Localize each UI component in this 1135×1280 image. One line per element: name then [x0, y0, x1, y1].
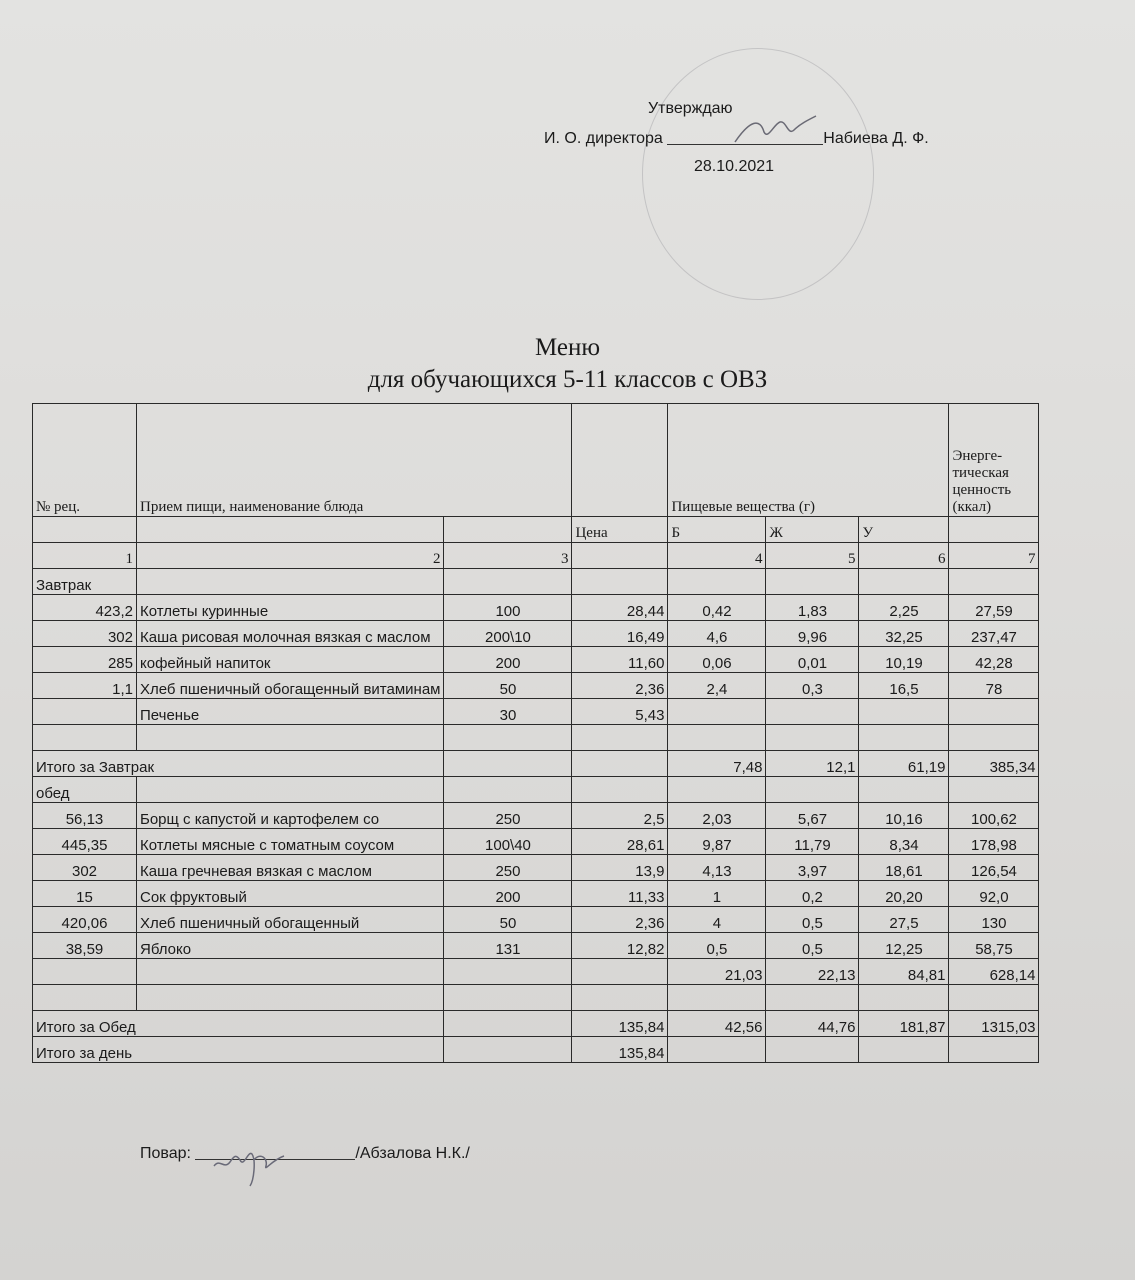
recipe-number: 56,13 [33, 803, 137, 829]
dish-kcal [949, 699, 1039, 725]
header-empty [572, 404, 668, 517]
dish-price: 28,44 [572, 595, 668, 621]
dish-fat: 9,96 [766, 621, 859, 647]
recipe-number: 302 [33, 621, 137, 647]
total-row [33, 751, 1039, 777]
column-number: 7 [949, 543, 1039, 569]
subheader-price: Цена [572, 517, 668, 543]
dish-price: 11,33 [572, 881, 668, 907]
dish-fat: 1,83 [766, 595, 859, 621]
dish-fat: 3,97 [766, 855, 859, 881]
dish-weight: 200\10 [444, 621, 572, 647]
dish-fat: 0,5 [766, 907, 859, 933]
dish-name: Каша рисовая молочная вязкая с маслом [137, 621, 444, 647]
cook-signature [210, 1140, 290, 1190]
dish-fat: 0,2 [766, 881, 859, 907]
total-carbs: 61,19 [859, 751, 949, 777]
dish-kcal: 27,59 [949, 595, 1039, 621]
section-row [33, 569, 1039, 595]
dish-name: кофейный напиток [137, 647, 444, 673]
day-total-row [33, 1037, 1039, 1063]
subtotal-protein: 21,03 [668, 959, 766, 985]
table-row [33, 647, 1039, 673]
dish-name: Печенье [137, 699, 444, 725]
dish-protein: 4 [668, 907, 766, 933]
cook-label: Повар: [140, 1145, 191, 1162]
total-protein: 7,48 [668, 751, 766, 777]
cook-name: /Абзалова Н.К./ [355, 1145, 470, 1162]
dish-name: Борщ с капустой и картофелем со [137, 803, 444, 829]
table-row [33, 907, 1039, 933]
dish-price: 28,61 [572, 829, 668, 855]
subheader-fat: Ж [766, 517, 859, 543]
recipe-number: 302 [33, 855, 137, 881]
dish-carbs: 27,5 [859, 907, 949, 933]
dish-name: Котлеты мясные с томатным соусом [137, 829, 444, 855]
subtotal-carbs: 84,81 [859, 959, 949, 985]
column-number: 6 [859, 543, 949, 569]
subtotal-kcal: 628,14 [949, 959, 1039, 985]
recipe-number: 420,06 [33, 907, 137, 933]
recipe-number: 423,2 [33, 595, 137, 621]
table-row [33, 699, 1039, 725]
dish-name: Каша гречневая вязкая с маслом [137, 855, 444, 881]
dish-protein [668, 699, 766, 725]
section-label-breakfast: Завтрак [33, 569, 137, 595]
total-kcal: 1315,03 [949, 1011, 1039, 1037]
recipe-number: 1,1 [33, 673, 137, 699]
dish-weight: 50 [444, 907, 572, 933]
column-number: 1 [33, 543, 137, 569]
dish-protein: 0,5 [668, 933, 766, 959]
dish-price: 11,60 [572, 647, 668, 673]
recipe-number: 445,35 [33, 829, 137, 855]
page-title: Меню [534, 334, 601, 361]
column-number-row [33, 543, 1039, 569]
dish-protein: 9,87 [668, 829, 766, 855]
dish-kcal: 58,75 [949, 933, 1039, 959]
lunch-total-label: Итого за Обед [33, 1011, 444, 1037]
dish-kcal: 92,0 [949, 881, 1039, 907]
recipe-number: 38,59 [33, 933, 137, 959]
dish-weight: 250 [444, 855, 572, 881]
dish-weight: 250 [444, 803, 572, 829]
approval-position: И. О. директора [544, 130, 663, 147]
dish-price: 13,9 [572, 855, 668, 881]
dish-price: 2,36 [572, 907, 668, 933]
table-row [33, 673, 1039, 699]
dish-weight: 200 [444, 647, 572, 673]
dish-name: Хлеб пшеничный обогащенный витаминам [137, 673, 444, 699]
dish-weight: 30 [444, 699, 572, 725]
dish-carbs [859, 699, 949, 725]
dish-name: Котлеты куринные [137, 595, 444, 621]
dish-fat: 0,5 [766, 933, 859, 959]
menu-table [32, 403, 1039, 1063]
section-row [33, 777, 1039, 803]
header-row [33, 404, 1039, 517]
dish-fat: 0,01 [766, 647, 859, 673]
dish-carbs: 20,20 [859, 881, 949, 907]
section-label-lunch: обед [33, 777, 137, 803]
table-row [33, 803, 1039, 829]
director-signature [730, 110, 820, 150]
table-row [33, 595, 1039, 621]
page-subtitle: для обучающихся 5-11 классов с ОВЗ [367, 366, 768, 393]
column-number: 2 [137, 543, 444, 569]
dish-kcal: 100,62 [949, 803, 1039, 829]
dish-carbs: 8,34 [859, 829, 949, 855]
dish-weight: 200 [444, 881, 572, 907]
recipe-number: 15 [33, 881, 137, 907]
table-row [33, 621, 1039, 647]
dish-carbs: 10,19 [859, 647, 949, 673]
total-fat: 44,76 [766, 1011, 859, 1037]
breakfast-total-label: Итого за Завтрак [33, 751, 444, 777]
total-protein: 42,56 [668, 1011, 766, 1037]
subheader-carbs: У [859, 517, 949, 543]
dish-protein: 4,6 [668, 621, 766, 647]
header-dish-name: Прием пищи, наименование блюда [137, 404, 572, 517]
header-energy: Энерге-тическая ценность (ккал) [949, 404, 1039, 517]
dish-kcal: 42,28 [949, 647, 1039, 673]
dish-fat: 11,79 [766, 829, 859, 855]
dish-carbs: 32,25 [859, 621, 949, 647]
recipe-number: 285 [33, 647, 137, 673]
subtotal-row [33, 959, 1039, 985]
dish-name: Яблоко [137, 933, 444, 959]
header-recipe-number: № рец. [33, 404, 137, 517]
dish-weight: 50 [444, 673, 572, 699]
column-number: 3 [444, 543, 572, 569]
dish-kcal: 130 [949, 907, 1039, 933]
dish-name: Сок фруктовый [137, 881, 444, 907]
day-total-price: 135,84 [572, 1037, 668, 1063]
dish-price: 2,36 [572, 673, 668, 699]
dish-weight: 100 [444, 595, 572, 621]
subheader-protein: Б [668, 517, 766, 543]
dish-carbs: 2,25 [859, 595, 949, 621]
header-nutrients: Пищевые вещества (г) [668, 404, 949, 517]
approval-date: 28.10.2021 [694, 158, 775, 175]
total-fat: 12,1 [766, 751, 859, 777]
table-row [33, 829, 1039, 855]
dish-price: 16,49 [572, 621, 668, 647]
table-row [33, 933, 1039, 959]
dish-carbs: 10,16 [859, 803, 949, 829]
dish-carbs: 16,5 [859, 673, 949, 699]
dish-protein: 0,42 [668, 595, 766, 621]
table-row [33, 855, 1039, 881]
dish-fat [766, 699, 859, 725]
dish-weight: 131 [444, 933, 572, 959]
dish-kcal: 78 [949, 673, 1039, 699]
day-total-label: Итого за день [33, 1037, 444, 1063]
dish-weight: 100\40 [444, 829, 572, 855]
subheader-row [33, 517, 1039, 543]
cook-signature-line [140, 1145, 470, 1163]
recipe-number [33, 699, 137, 725]
subtotal-fat: 22,13 [766, 959, 859, 985]
dish-protein: 0,06 [668, 647, 766, 673]
dish-protein: 1 [668, 881, 766, 907]
dish-protein: 2,4 [668, 673, 766, 699]
table-row [33, 881, 1039, 907]
total-price: 135,84 [572, 1011, 668, 1037]
total-row [33, 1011, 1039, 1037]
approval-heading: Утверждаю [648, 100, 733, 117]
dish-price: 2,5 [572, 803, 668, 829]
dish-price: 12,82 [572, 933, 668, 959]
dish-price: 5,43 [572, 699, 668, 725]
dish-kcal: 178,98 [949, 829, 1039, 855]
approval-name: Набиева Д. Ф. [823, 130, 929, 147]
dish-fat: 0,3 [766, 673, 859, 699]
dish-carbs: 12,25 [859, 933, 949, 959]
dish-protein: 4,13 [668, 855, 766, 881]
column-number: 5 [766, 543, 859, 569]
dish-protein: 2,03 [668, 803, 766, 829]
column-number: 4 [668, 543, 766, 569]
dish-fat: 5,67 [766, 803, 859, 829]
total-carbs: 181,87 [859, 1011, 949, 1037]
dish-kcal: 126,54 [949, 855, 1039, 881]
dish-kcal: 237,47 [949, 621, 1039, 647]
dish-name: Хлеб пшеничный обогащенный [137, 907, 444, 933]
total-kcal: 385,34 [949, 751, 1039, 777]
dish-carbs: 18,61 [859, 855, 949, 881]
